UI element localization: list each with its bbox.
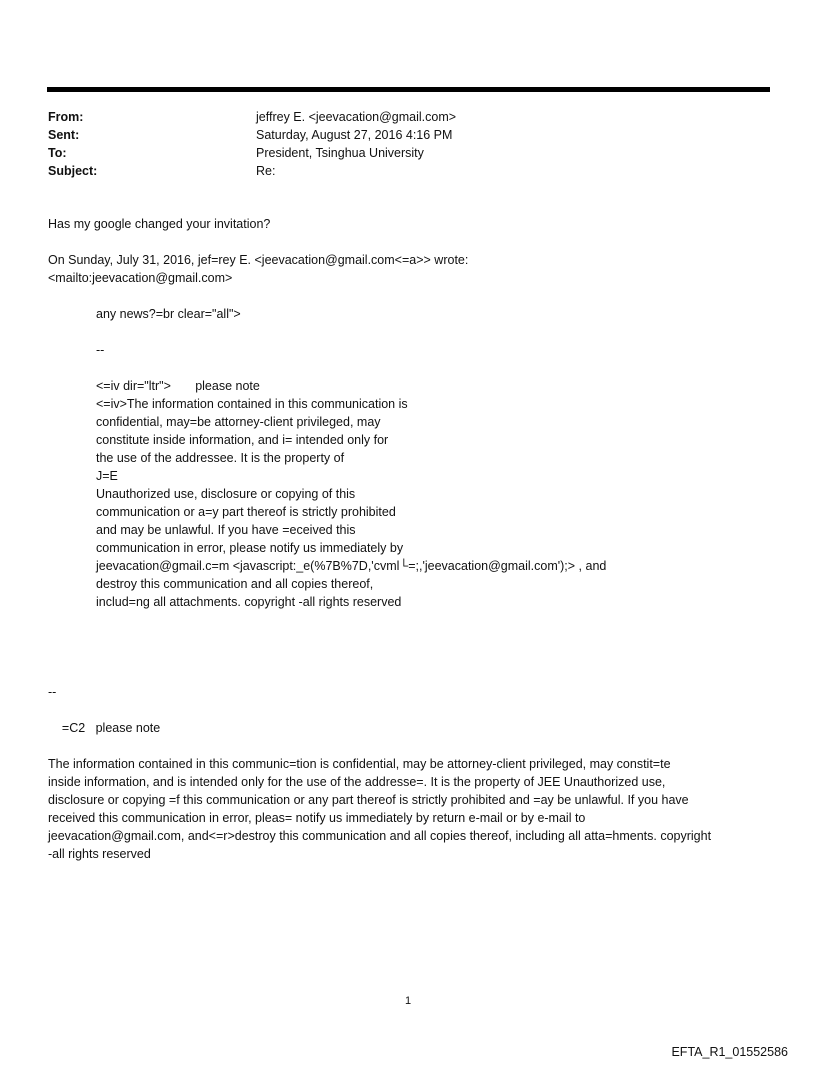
sent-label: Sent: — [48, 128, 80, 142]
sent-value: Saturday, August 27, 2016 4:16 PM — [256, 128, 453, 142]
subject-label: Subject: — [48, 164, 98, 178]
quoted-disclaimer-line: and may be unlawful. If you have =eceived this — [96, 523, 356, 537]
email-body — [48, 215, 770, 863]
document-id: EFTA_R1_01552586 — [671, 1045, 788, 1059]
quoted-dashes: -- — [96, 343, 105, 357]
header-row-subject — [48, 162, 768, 180]
quoted-text: any news?=br clear="all"> — [96, 307, 241, 321]
email-header — [48, 108, 768, 180]
quoted-disclaimer-line: J=E — [96, 469, 118, 483]
quoted-disclaimer-line: communication or a=y part thereof is strictly prohibited — [96, 505, 396, 519]
signature-note: =C2 please note — [48, 721, 161, 735]
header-row-sent — [48, 126, 768, 144]
quoted-disclaimer-line: confidential, may=be attorney-client privileged, may — [96, 415, 381, 429]
signature-dashes: -- — [48, 685, 57, 699]
quoted-disclaimer-line: includ=ng all attachments. copyright -all rights reserved — [96, 595, 402, 609]
quote-intro-line-2: <mailto:jeevacation@gmail.com> — [48, 271, 233, 285]
quoted-disclaimer-line: the use of the addressee. It is the property of — [96, 451, 345, 465]
disclaimer-line: -all rights reserved — [48, 847, 151, 861]
header-row-from — [48, 108, 768, 126]
quoted-disclaimer-line: constitute inside information, and i= intended only for — [96, 433, 389, 447]
final-disclaimer — [48, 755, 770, 863]
page-number: 1 — [404, 995, 412, 1007]
disclaimer-line: disclosure or copying =f this communication or any part thereof is strictly prohibited and =ay be unlawful. If you have — [48, 793, 689, 807]
disclaimer-line: jeevacation@gmail.com, and<=r>destroy this communication and all copies thereof, including all atta=hments. copyright — [48, 829, 712, 843]
disclaimer-line: The information contained in this communic=tion is confidential, may be attorney-client privileged, may constit=te — [48, 757, 671, 771]
quoted-disclaimer-line: Unauthorized use, disclosure or copying of this — [96, 487, 356, 501]
quoted-message — [96, 305, 770, 611]
quote-intro-line-1: On Sunday, July 31, 2016, jef=rey E. <jeevacation@gmail.com<=a>> wrote: — [48, 253, 469, 267]
quoted-disclaimer-line: jeevacation@gmail.c=m <javascript:_e(%7B%7D,'cvml└=;,'jeevacation@gmail.com');> , and — [96, 559, 607, 573]
quoted-disclaimer-line: <=iv>The information contained in this communication is — [96, 397, 408, 411]
disclaimer-line: inside information, and is intended only for the use of the addresse=. It is the property of JEE Unauthorized use, — [48, 775, 666, 789]
header-row-to — [48, 144, 768, 162]
from-value: jeffrey E. <jeevacation@gmail.com> — [256, 110, 457, 124]
subject-value: Re: — [256, 164, 276, 178]
to-value: President, Tsinghua University — [256, 146, 424, 160]
quoted-disclaimer-line: communication in error, please notify us immediately by — [96, 541, 404, 555]
quoted-note-line: <=iv dir="ltr"> please note — [96, 379, 260, 393]
disclaimer-line: received this communication in error, pleas= notify us immediately by return e-mail or by e-mail to — [48, 811, 586, 825]
from-label: From: — [48, 110, 84, 124]
message-text: Has my google changed your invitation? — [48, 217, 271, 231]
to-label: To: — [48, 146, 67, 160]
quoted-disclaimer-line: destroy this communication and all copies thereof, — [96, 577, 374, 591]
header-divider — [47, 87, 770, 92]
